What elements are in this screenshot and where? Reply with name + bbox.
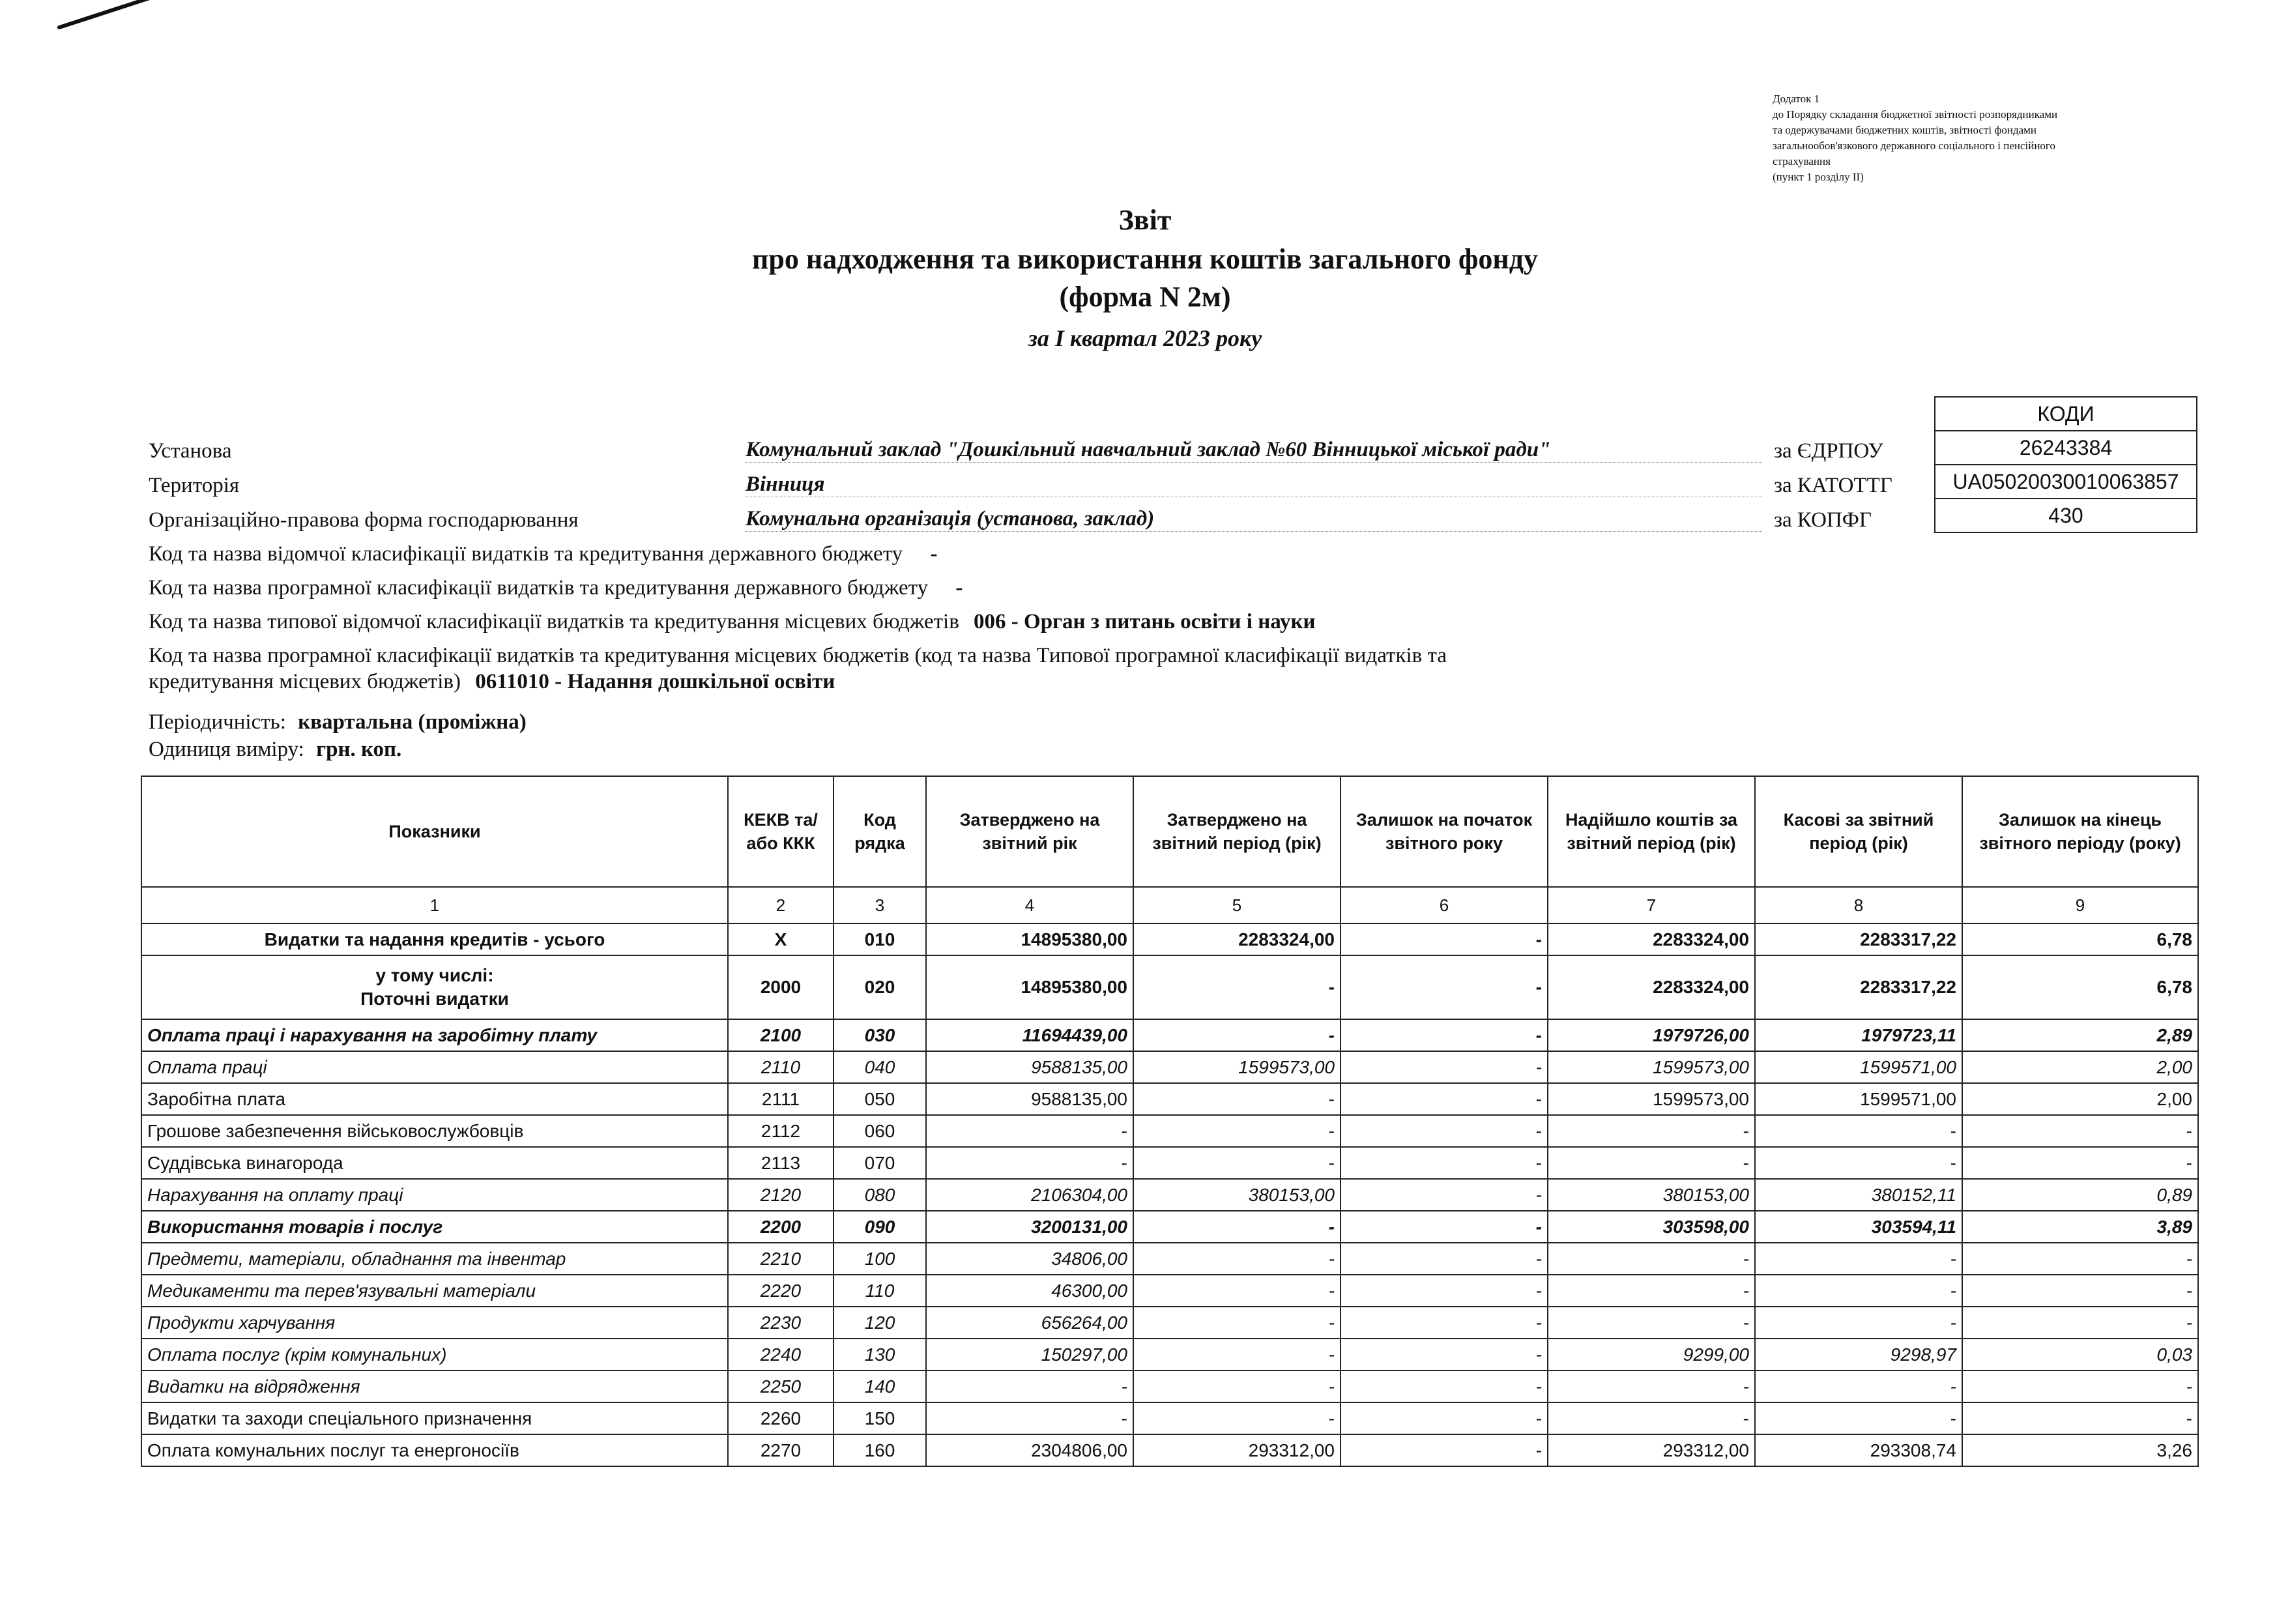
report-form: (форма N 2м) — [1059, 281, 1231, 313]
cell-balance-end: - — [1962, 1147, 2198, 1179]
row-kekv: 2112 — [728, 1115, 833, 1147]
legal-form-value: Комунальна організація (установа, заклад) — [746, 507, 1762, 532]
row-kekv: 2250 — [728, 1370, 833, 1402]
cell-balance-end: - — [1962, 1370, 2198, 1402]
appendix-line: загальнообов'язкового державного соціального і пенсійного — [1773, 139, 2055, 152]
cell-approved-period: - — [1133, 1402, 1341, 1434]
row-name: Оплата праці і нарахування на заробітну плату — [141, 1019, 728, 1051]
cell-cash: - — [1755, 1115, 1962, 1147]
typical-dept-label: Код та назва типової відомчої класифікації видатків та кредитування місцевих бюджетів — [149, 610, 959, 633]
cell-balance-end: 0,03 — [1962, 1339, 2198, 1370]
row-code: 110 — [833, 1275, 926, 1307]
cell-approved-period: - — [1133, 955, 1341, 1019]
cell-received: 1599573,00 — [1548, 1051, 1755, 1083]
cell-approved-year: 14895380,00 — [926, 955, 1133, 1019]
table-row — [141, 1179, 2198, 1211]
table-row — [141, 1147, 2198, 1179]
header-cash: Касові за звітний період (рік) — [1755, 776, 1962, 887]
cell-balance-end: - — [1962, 1115, 2198, 1147]
row-code: 090 — [833, 1211, 926, 1243]
cell-balance-end: 2,89 — [1962, 1019, 2198, 1051]
cell-received: 293312,00 — [1548, 1434, 1755, 1466]
cell-balance-start: - — [1341, 1243, 1548, 1275]
header-balance-end: Залишок на кінець звітного періоду (року) — [1962, 776, 2198, 887]
table-row — [141, 1434, 2198, 1466]
appendix-line: страхування — [1773, 155, 1831, 167]
row-name: Грошове забезпечення військовослужбовців — [141, 1115, 728, 1147]
cell-approved-period: - — [1133, 1370, 1341, 1402]
territory-value: Вінниця — [746, 472, 1762, 497]
row-name: Оплата послуг (крім комунальних) — [141, 1339, 728, 1370]
cell-received: - — [1548, 1147, 1755, 1179]
pen-stroke-mark — [57, 0, 151, 30]
table-row — [141, 923, 2198, 955]
periodicity-label: Періодичність: — [149, 710, 286, 734]
cell-received: 1599573,00 — [1548, 1083, 1755, 1115]
dept-code-label: Код та назва відомчої класифікації видатків та кредитування державного бюджету — [149, 542, 903, 566]
table-row — [141, 1402, 2198, 1434]
appendix-line: (пункт 1 розділу II) — [1773, 171, 1864, 183]
appendix-line: та одержувачами бюджетних коштів, звітності фондами — [1773, 124, 2037, 136]
row-name: Видатки на відрядження — [141, 1370, 728, 1402]
column-number: 1 — [141, 887, 728, 923]
row-kekv: 2230 — [728, 1307, 833, 1339]
report-subtitle: про надходження та використання коштів загального фонду — [752, 243, 1538, 275]
cell-approved-year: - — [926, 1147, 1133, 1179]
header-balance-start: Залишок на початок звітного року — [1341, 776, 1548, 887]
cell-approved-period: - — [1133, 1115, 1341, 1147]
row-name: Предмети, матеріали, обладнання та інвентар — [141, 1243, 728, 1275]
row-code: 050 — [833, 1083, 926, 1115]
cell-cash: - — [1755, 1243, 1962, 1275]
cell-balance-start: - — [1341, 1051, 1548, 1083]
cell-approved-year: 11694439,00 — [926, 1019, 1133, 1051]
cell-received: - — [1548, 1307, 1755, 1339]
row-name: Нарахування на оплату праці — [141, 1179, 728, 1211]
cell-balance-end: - — [1962, 1307, 2198, 1339]
cell-cash: 303594,11 — [1755, 1211, 1962, 1243]
row-kekv: 2240 — [728, 1339, 833, 1370]
cell-balance-start: - — [1341, 1083, 1548, 1115]
cell-balance-end: - — [1962, 1402, 2198, 1434]
cell-received: - — [1548, 1402, 1755, 1434]
cell-approved-year: - — [926, 1115, 1133, 1147]
cell-balance-start: - — [1341, 1339, 1548, 1370]
cell-balance-start: - — [1341, 1275, 1548, 1307]
typical-dept-line — [149, 610, 1316, 634]
table-row — [141, 1370, 2198, 1402]
row-code: 060 — [833, 1115, 926, 1147]
row-code: 070 — [833, 1147, 926, 1179]
row-kekv: 2200 — [728, 1211, 833, 1243]
row-name: Оплата комунальних послуг та енергоносіїв — [141, 1434, 728, 1466]
row-kekv: 2260 — [728, 1402, 833, 1434]
unit-line — [149, 738, 401, 762]
row-code: 020 — [833, 955, 926, 1019]
cell-approved-year: 2304806,00 — [926, 1434, 1133, 1466]
row-code: 080 — [833, 1179, 926, 1211]
table-row — [141, 1275, 2198, 1307]
cell-approved-year: 656264,00 — [926, 1307, 1133, 1339]
row-name: Оплата праці — [141, 1051, 728, 1083]
unit-value: грн. коп. — [316, 738, 402, 761]
cell-approved-period: - — [1133, 1275, 1341, 1307]
table-row — [141, 1211, 2198, 1243]
cell-cash: 9298,97 — [1755, 1339, 1962, 1370]
cell-approved-year: 9588135,00 — [926, 1083, 1133, 1115]
row-name: Видатки та заходи спеціального призначення — [141, 1402, 728, 1434]
table-row — [141, 1243, 2198, 1275]
cell-received: 380153,00 — [1548, 1179, 1755, 1211]
edrpou-code: 26243384 — [1935, 431, 2197, 465]
header-indicators: Показники — [141, 776, 728, 887]
dept-code-value: - — [930, 542, 938, 566]
table-row — [141, 1051, 2198, 1083]
column-number: 4 — [926, 887, 1133, 923]
cell-balance-end: 3,89 — [1962, 1211, 2198, 1243]
table-row — [141, 1083, 2198, 1115]
table-row — [141, 1339, 2198, 1370]
row-name: Медикаменти та перев'язувальні матеріали — [141, 1275, 728, 1307]
katottg-code: UA05020030010063857 — [1935, 465, 2197, 499]
cell-balance-end: 3,26 — [1962, 1434, 2198, 1466]
cell-approved-period: - — [1133, 1211, 1341, 1243]
prog-code-label: Код та назва програмної класифікації видатків та кредитування державного бюджету — [149, 576, 929, 600]
row-kekv: 2110 — [728, 1051, 833, 1083]
row-kekv: 2120 — [728, 1179, 833, 1211]
edrpou-label: за ЄДРПОУ — [1774, 439, 1883, 463]
cell-balance-end: - — [1962, 1275, 2198, 1307]
cell-approved-period: - — [1133, 1243, 1341, 1275]
cell-approved-period: 2283324,00 — [1133, 923, 1341, 955]
column-number: 2 — [728, 887, 833, 923]
column-number: 6 — [1341, 887, 1548, 923]
territory-label: Територія — [149, 474, 240, 497]
typical-dept-value: 006 - Орган з питань освіти і науки — [974, 610, 1316, 633]
cell-balance-start: - — [1341, 1115, 1548, 1147]
row-code: 030 — [833, 1019, 926, 1051]
table-row — [141, 1307, 2198, 1339]
cell-balance-end: 2,00 — [1962, 1083, 2198, 1115]
cell-approved-year: 2106304,00 — [926, 1179, 1133, 1211]
column-number: 8 — [1755, 887, 1962, 923]
row-code: 040 — [833, 1051, 926, 1083]
row-name: Заробітна плата — [141, 1083, 728, 1115]
row-code: 100 — [833, 1243, 926, 1275]
row-kekv: 2111 — [728, 1083, 833, 1115]
cell-balance-end: 0,89 — [1962, 1179, 2198, 1211]
cell-approved-period: 1599573,00 — [1133, 1051, 1341, 1083]
column-number-row — [141, 887, 2198, 923]
codes-table — [1934, 396, 2197, 533]
header-received: Надійшло коштів за звітний період (рік) — [1548, 776, 1755, 887]
cell-balance-start: - — [1341, 1179, 1548, 1211]
cell-received: 2283324,00 — [1548, 923, 1755, 955]
cell-approved-period: - — [1133, 1147, 1341, 1179]
cell-balance-start: - — [1341, 1370, 1548, 1402]
report-title: Звіт — [1118, 204, 1172, 236]
row-name-line: Поточні видатки — [360, 989, 509, 1009]
local-prog-label-2: кредитування місцевих бюджетів) — [149, 670, 461, 693]
cell-cash: 380152,11 — [1755, 1179, 1962, 1211]
institution-value: Комунальний заклад "Дошкільний навчальний заклад №60 Вінницької міської ради" — [746, 438, 1762, 463]
cell-received: 9299,00 — [1548, 1339, 1755, 1370]
row-name: Продукти харчування — [141, 1307, 728, 1339]
cell-approved-period: 380153,00 — [1133, 1179, 1341, 1211]
row-code: 010 — [833, 923, 926, 955]
periodicity-value: квартальна (проміжна) — [298, 710, 527, 734]
cell-cash: - — [1755, 1307, 1962, 1339]
table-row — [141, 1115, 2198, 1147]
cell-balance-start: - — [1341, 1402, 1548, 1434]
dept-code-line — [149, 542, 937, 566]
cell-received: - — [1548, 1275, 1755, 1307]
header-kekv: КЕКВ та/або ККК — [728, 776, 833, 887]
row-kekv: 2100 — [728, 1019, 833, 1051]
table-header-row — [141, 776, 2198, 887]
local-prog-value: 0611010 - Надання дошкільної освіти — [475, 670, 835, 693]
codes-heading: КОДИ — [1935, 397, 2197, 431]
katottg-label: за КАТОТТГ — [1774, 474, 1892, 497]
kopfg-label: за КОПФГ — [1774, 508, 1872, 532]
cell-balance-start: - — [1341, 955, 1548, 1019]
cell-balance-end: 6,78 — [1962, 955, 2198, 1019]
cell-approved-period: - — [1133, 1307, 1341, 1339]
appendix-line: Додаток 1 — [1773, 93, 1820, 105]
cell-cash: 1599571,00 — [1755, 1083, 1962, 1115]
cell-received: - — [1548, 1243, 1755, 1275]
row-name — [141, 955, 728, 1019]
report-period: за I квартал 2023 року — [1028, 325, 1262, 351]
unit-label: Одиниця виміру: — [149, 738, 304, 761]
cell-cash: - — [1755, 1275, 1962, 1307]
periodicity-line — [149, 710, 527, 734]
cell-cash: - — [1755, 1370, 1962, 1402]
row-kekv: 2210 — [728, 1243, 833, 1275]
row-kekv: X — [728, 923, 833, 955]
row-code: 150 — [833, 1402, 926, 1434]
column-number: 3 — [833, 887, 926, 923]
cell-approved-year: 9588135,00 — [926, 1051, 1133, 1083]
cell-approved-year: 3200131,00 — [926, 1211, 1133, 1243]
row-code: 140 — [833, 1370, 926, 1402]
row-code: 130 — [833, 1339, 926, 1370]
cell-balance-end: 6,78 — [1962, 923, 2198, 955]
cell-balance-start: - — [1341, 923, 1548, 955]
cell-balance-start: - — [1341, 1307, 1548, 1339]
prog-code-line — [149, 576, 963, 600]
cell-balance-end: 2,00 — [1962, 1051, 2198, 1083]
cell-cash: 1599571,00 — [1755, 1051, 1962, 1083]
row-name: Видатки та надання кредитів - усього — [141, 923, 728, 955]
header-row-code: Код рядка — [833, 776, 926, 887]
column-number: 9 — [1962, 887, 2198, 923]
column-number: 5 — [1133, 887, 1341, 923]
cell-approved-period: 293312,00 — [1133, 1434, 1341, 1466]
cell-received: 2283324,00 — [1548, 955, 1755, 1019]
report-table — [141, 776, 2199, 1467]
table-row — [141, 955, 2198, 1019]
cell-balance-start: - — [1341, 1434, 1548, 1466]
cell-balance-start: - — [1341, 1211, 1548, 1243]
cell-received: 303598,00 — [1548, 1211, 1755, 1243]
cell-cash: - — [1755, 1147, 1962, 1179]
header-approved-year: Затверджено на звітний рік — [926, 776, 1133, 887]
column-number: 7 — [1548, 887, 1755, 923]
row-code: 160 — [833, 1434, 926, 1466]
header-approved-period: Затверджено на звітний період (рік) — [1133, 776, 1341, 887]
cell-received: - — [1548, 1370, 1755, 1402]
prog-code-value: - — [955, 576, 963, 600]
table-row — [141, 1019, 2198, 1051]
cell-cash: 2283317,22 — [1755, 923, 1962, 955]
row-name: Використання товарів і послуг — [141, 1211, 728, 1243]
local-prog-label-1: Код та назва програмної класифікації видатків та кредитування місцевих бюджетів (код та назва Типової програмної класифікації видатків та — [149, 644, 1447, 667]
cell-balance-start: - — [1341, 1019, 1548, 1051]
cell-approved-year: - — [926, 1402, 1133, 1434]
cell-cash: - — [1755, 1402, 1962, 1434]
row-code: 120 — [833, 1307, 926, 1339]
institution-label: Установа — [149, 439, 232, 463]
legal-form-label: Організаційно-правова форма господарювання — [149, 508, 579, 532]
appendix-line: до Порядку складання бюджетної звітності розпорядниками — [1773, 108, 2058, 121]
cell-approved-year: 14895380,00 — [926, 923, 1133, 955]
cell-approved-year: - — [926, 1370, 1133, 1402]
row-kekv: 2220 — [728, 1275, 833, 1307]
cell-balance-start: - — [1341, 1147, 1548, 1179]
row-kekv: 2000 — [728, 955, 833, 1019]
row-name: Суддівська винагорода — [141, 1147, 728, 1179]
cell-approved-year: 46300,00 — [926, 1275, 1133, 1307]
cell-cash: 293308,74 — [1755, 1434, 1962, 1466]
cell-received: 1979726,00 — [1548, 1019, 1755, 1051]
cell-approved-year: 150297,00 — [926, 1339, 1133, 1370]
cell-received: - — [1548, 1115, 1755, 1147]
row-kekv: 2270 — [728, 1434, 833, 1466]
kopfg-code: 430 — [1935, 499, 2197, 532]
cell-cash: 2283317,22 — [1755, 955, 1962, 1019]
row-name-line: у тому числі: — [375, 965, 494, 985]
local-prog-line — [149, 670, 835, 694]
cell-approved-period: - — [1133, 1083, 1341, 1115]
cell-cash: 1979723,11 — [1755, 1019, 1962, 1051]
cell-approved-period: - — [1133, 1019, 1341, 1051]
cell-approved-period: - — [1133, 1339, 1341, 1370]
appendix-note — [1773, 91, 2190, 185]
cell-approved-year: 34806,00 — [926, 1243, 1133, 1275]
row-kekv: 2113 — [728, 1147, 833, 1179]
cell-balance-end: - — [1962, 1243, 2198, 1275]
